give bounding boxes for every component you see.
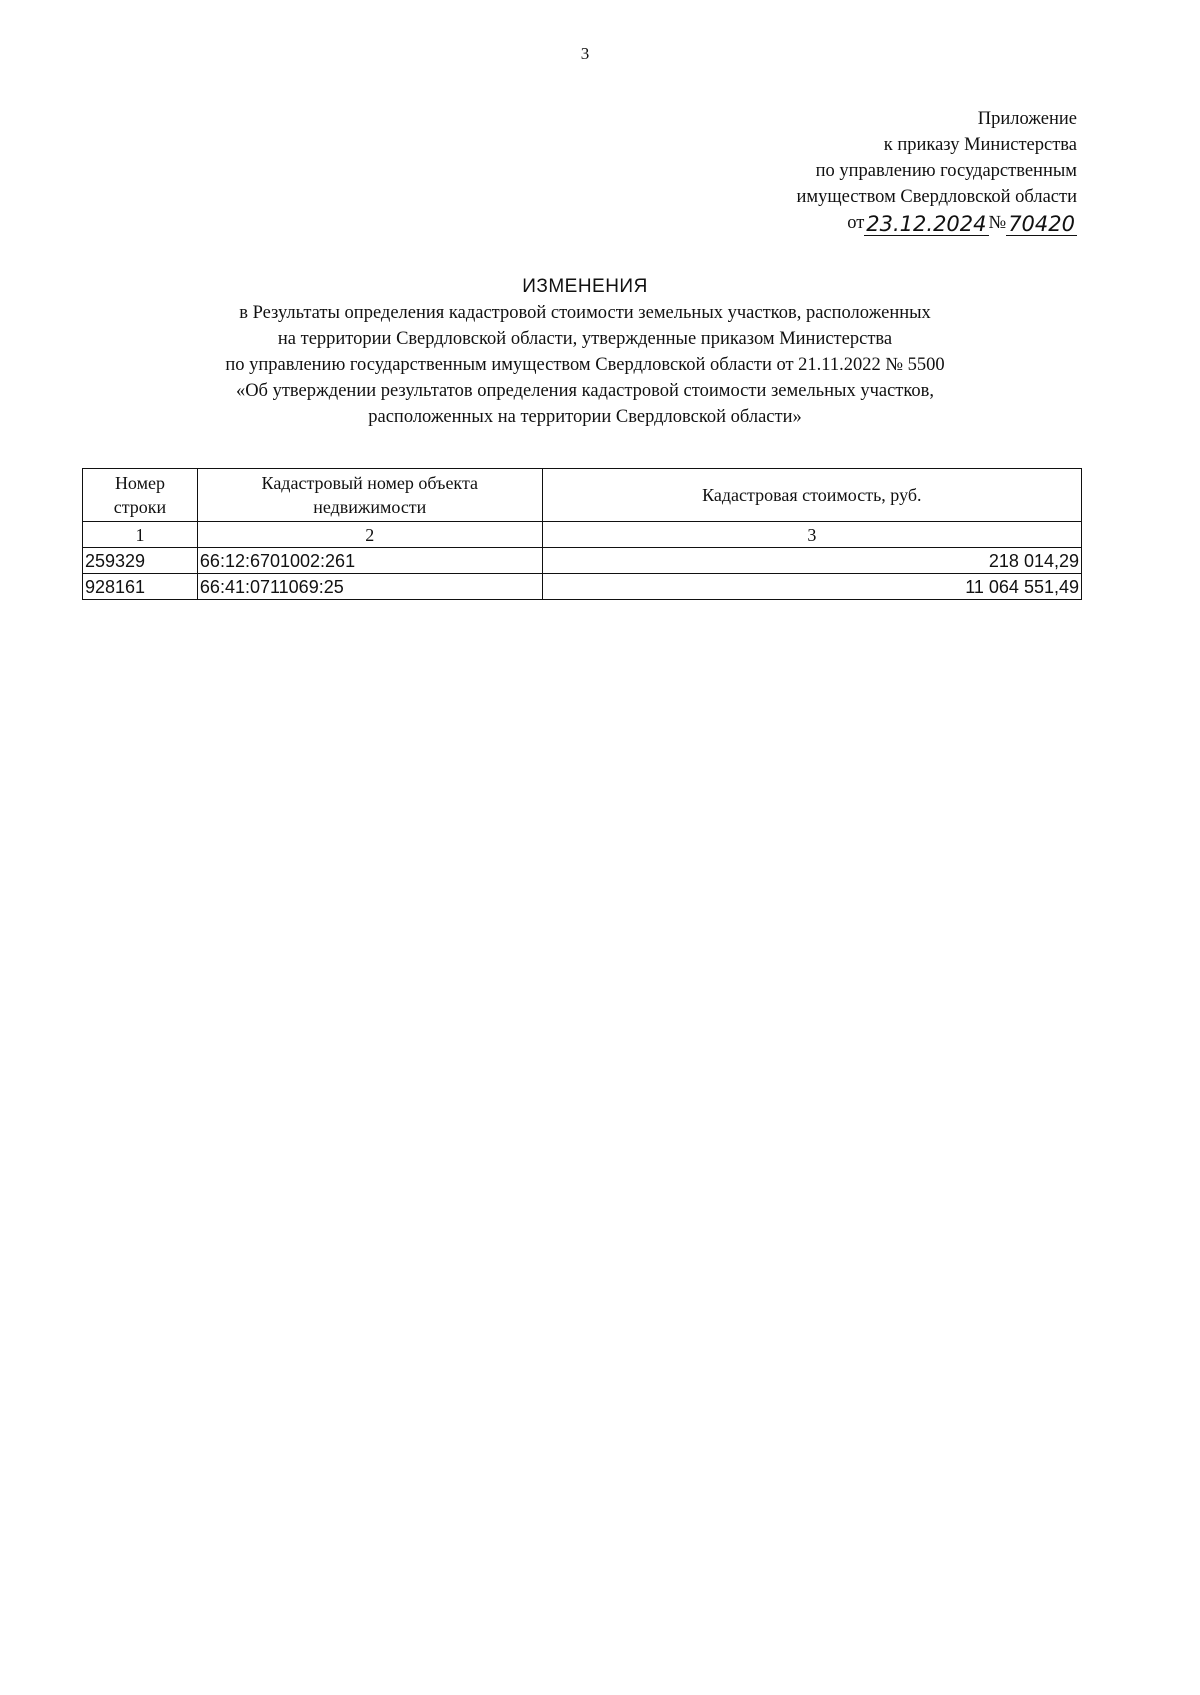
cadastral-cost-cell: 218 014,29 [542, 548, 1081, 574]
column-header-cadastral-cost [542, 469, 1081, 522]
document-heading [0, 274, 1170, 430]
column-number: 2 [197, 522, 542, 548]
appendix-line: к приказу Министерства [883, 135, 1077, 155]
column-header-cadastral-number [197, 469, 542, 522]
row-number-cell: 259329 [83, 548, 198, 574]
header-line: недвижимости [313, 497, 427, 517]
appendix-line: по управлению государственным [815, 161, 1077, 181]
table-header-row [83, 469, 1082, 522]
row-number-cell: 928161 [83, 574, 198, 600]
column-number: 1 [83, 522, 198, 548]
subtitle-line: по управлению государственным имуществом Свердловской области от 21.11.2022 № 5500 [225, 355, 945, 375]
cadastral-number-cell: 66:41:0711069:25 [197, 574, 542, 600]
table-row [83, 548, 1082, 574]
document-title: ИЗМЕНЕНИЯ [522, 276, 648, 297]
page-number: 3 [580, 44, 590, 63]
order-date-line [797, 210, 1078, 236]
cadastral-number-cell: 66:12:6701002:261 [197, 548, 542, 574]
header-line: Номер [114, 473, 165, 493]
table-row [83, 574, 1082, 600]
header-line: строки [113, 497, 167, 517]
column-numbers-row [83, 522, 1082, 548]
column-number: 3 [542, 522, 1081, 548]
handwritten-date: 23.12.2024 [866, 212, 987, 236]
cadastral-cost-cell: 11 064 551,49 [542, 574, 1081, 600]
subtitle-line: на территории Свердловской области, утвержденные приказом Министерства [277, 329, 893, 349]
number-prefix: № [988, 213, 1007, 233]
appendix-line: имуществом Свердловской области [796, 187, 1077, 207]
subtitle-line: в Результаты определения кадастровой стоимости земельных участков, расположенных [239, 303, 931, 323]
appendix-block [797, 106, 1078, 236]
column-header-row-number [83, 469, 198, 522]
appendix-line: Приложение [977, 109, 1077, 129]
header-line: Кадастровая стоимость, руб. [702, 485, 922, 505]
handwritten-order-number: 70420 [1008, 212, 1075, 236]
changes-table [82, 468, 1082, 600]
date-prefix: от [847, 213, 865, 233]
header-line: Кадастровый номер объекта [261, 473, 479, 493]
subtitle-line: «Об утверждении результатов определения кадастровой стоимости земельных участков, [235, 381, 935, 401]
subtitle-line: расположенных на территории Свердловской области» [368, 407, 802, 427]
